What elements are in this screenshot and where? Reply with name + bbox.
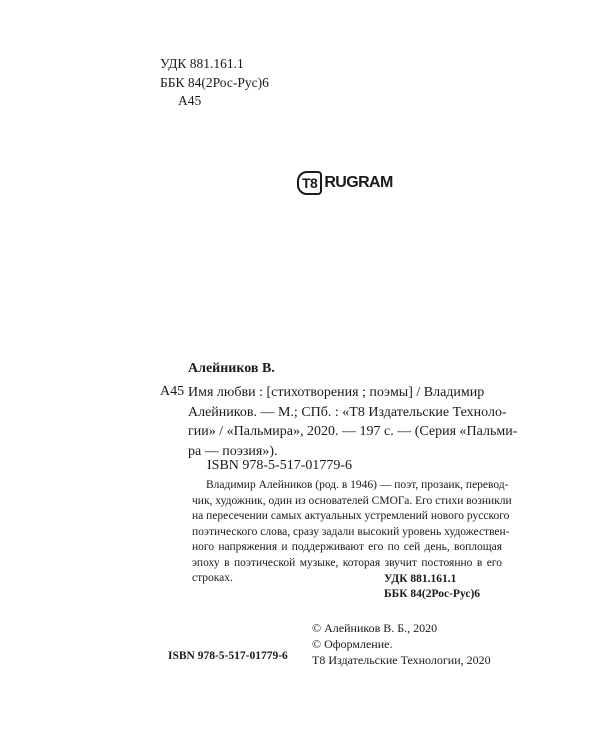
annotation-line: чик, художник, один из основателей СМОГа. Его стихи возникли [192, 494, 512, 507]
logo-name: RUGRAM [324, 174, 393, 191]
record-isbn: ISBN 978-5-517-01779-6 [207, 458, 353, 473]
annotation-line: поэтического слова, сразу задали высокий уровень художествен- [192, 525, 510, 538]
annotation-line: строках. [192, 572, 233, 584]
udc-code: УДК 881.161.1 [160, 56, 244, 71]
annotation [192, 478, 512, 587]
logo-mark: T8 [297, 171, 322, 195]
annotation-line: эпоху в поэтической музыке, которая звучит постоянно в его [192, 556, 502, 569]
description-line: Имя любви : [стихотворения ; поэмы] / Владимир [188, 385, 485, 400]
copyright-line: Т8 Издательские Технологии, 2020 [312, 653, 491, 667]
bottom-udc-code: УДК 881.161.1 [384, 573, 457, 585]
classification-block [160, 55, 269, 111]
record-author-mark: А45 [160, 384, 185, 399]
author-heading: Алейников В. [188, 361, 275, 376]
publisher-logo [297, 170, 393, 196]
bottom-classification [384, 572, 480, 602]
annotation-line: Владимир Алейников (род. в 1946) — поэт, прозаик, перевод- [206, 479, 509, 491]
bibliographic-description [188, 383, 518, 461]
author-mark: А45 [178, 93, 202, 108]
annotation-line: на пересечении самых актуальных устремлений нового русского [192, 510, 510, 522]
bottom-isbn: ISBN 978-5-517-01779-6 [168, 650, 288, 662]
bottom-bbk-code: ББК 84(2Рос-Рус)6 [384, 588, 481, 600]
copyright-block [312, 620, 491, 668]
description-line: ра — поэзия»). [188, 443, 278, 459]
annotation-line: ного напряжения и поддерживают его по сей день, воплощая [192, 541, 502, 553]
description-line: Алейников. — М.; СПб. : «Т8 Издательские Техноло- [188, 404, 507, 420]
copyright-line: © Алейников В. Б., 2020 [312, 621, 438, 635]
description-line: гии» / «Пальмира», 2020. — 197 с. — (Серия «Пальми- [188, 424, 518, 439]
bbk-code: ББК 84(2Рос-Рус)6 [160, 74, 269, 90]
copyright-line: © Оформление. [312, 637, 393, 651]
